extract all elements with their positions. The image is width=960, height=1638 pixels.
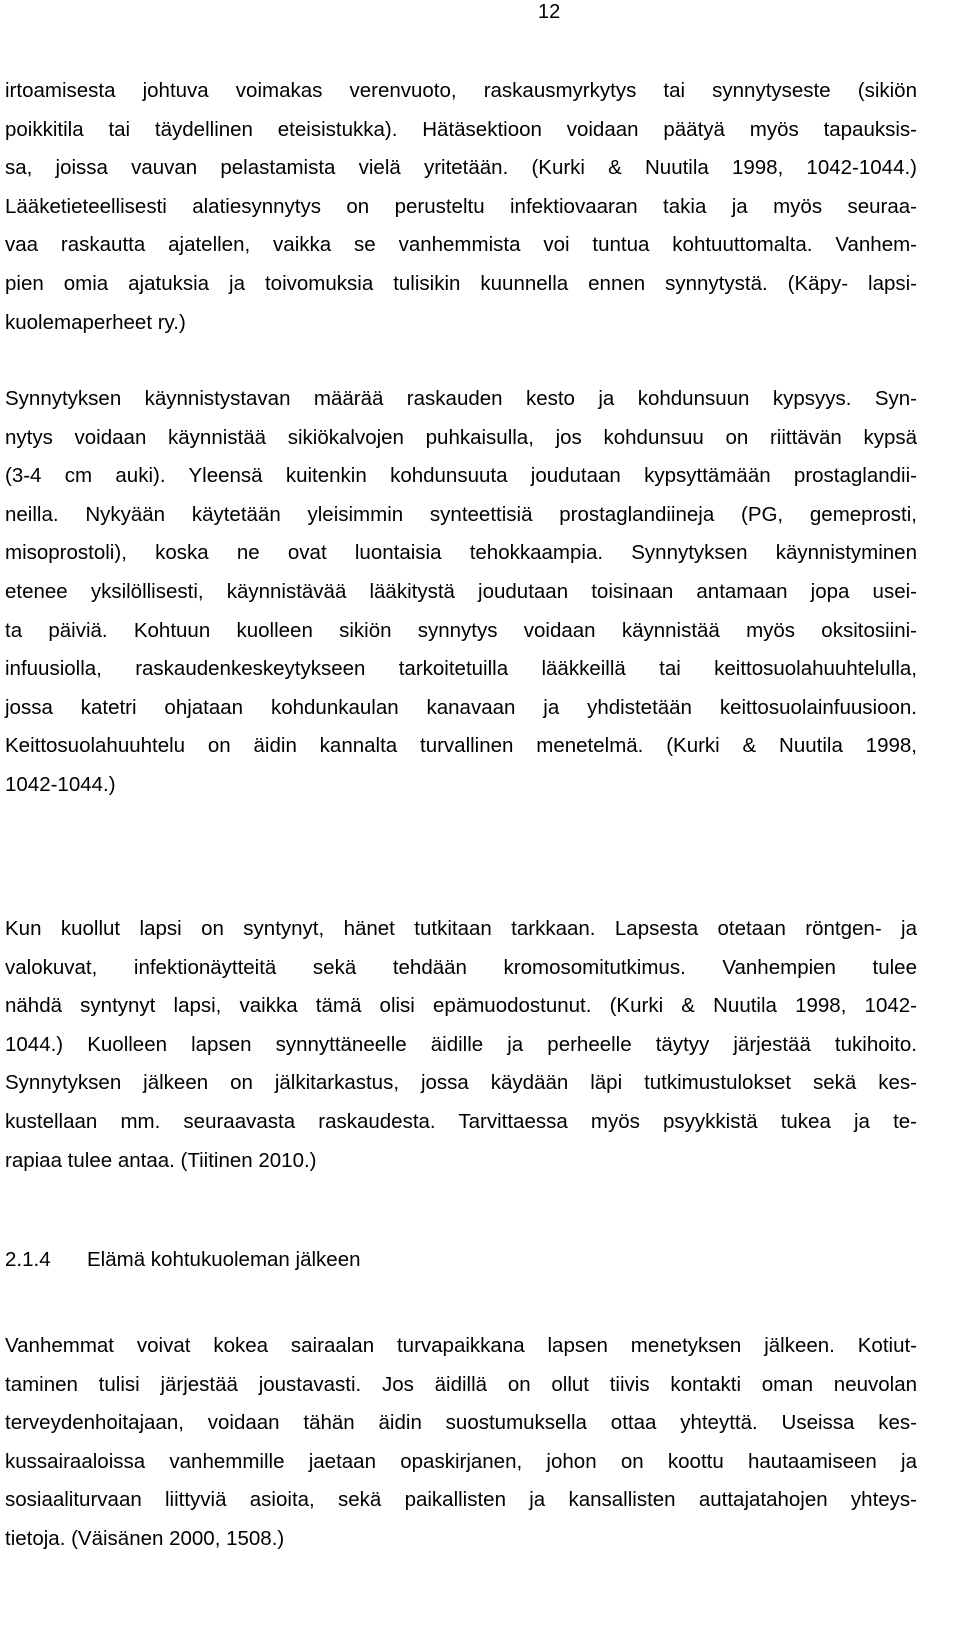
text-line: kuolemaperheet ry.) (5, 310, 186, 334)
section-title: Elämä kohtukuoleman jälkeen (87, 1248, 361, 1271)
text-line: nähdä syntynyt lapsi, vaikka tämä olisi epämuodostunut. (Kurki & Nuutila 1998, 1042- (5, 994, 917, 1018)
text-line: Synnytyksen jälkeen on jälkitarkastus, jossa käydään läpi tutkimustulokset sekä kes- (5, 1071, 917, 1095)
text-line: (3-4 cm auki). Yleensä kuitenkin kohdunsuuta joudutaan kypsyttämään prostaglandii- (5, 464, 917, 488)
text-line: jossa katetri ohjataan kohdunkaulan kanavaan ja yhdistetään keittosuolainfuusioon. (5, 695, 917, 719)
text-line: etenee yksilöllisesti, käynnistävää lääkitystä joudutaan toisinaan antamaan jopa usei- (5, 579, 917, 603)
paragraph-2 (5, 380, 917, 805)
text-line: kussairaaloissa vanhemmille jaetaan opaskirjanen, johon on koottu hautaamiseen ja (5, 1449, 917, 1473)
text-line: vaa raskautta ajatellen, vaikka se vanhemmista voi tuntua kohtuuttomalta. Vanhem- (5, 233, 917, 257)
text-line: irtoamisesta johtuva voimakas verenvuoto, raskausmyrkytys tai synnytyseste (sikiön (5, 79, 917, 102)
text-line: valokuvat, infektionäytteitä sekä tehdään kromosomitutkimus. Vanhempien tulee (5, 955, 917, 979)
text-line: 1042-1044.) (5, 772, 116, 796)
section-number: 2.1.4 (5, 1248, 51, 1271)
text-line: misoprostoli), koska ne ovat luontaisia tehokkaampia. Synnytyksen käynnistyminen (5, 541, 917, 565)
text-line: neilla. Nykyään käytetään yleisimmin synteettisiä prostaglandiineja (PG, gemeprosti, (5, 502, 917, 526)
text-line: 1044.) Kuolleen lapsen synnyttäneelle äidille ja perheelle täytyy järjestää tukihoito. (5, 1032, 917, 1056)
page-number: 12 (538, 1, 561, 23)
section-heading (5, 1241, 361, 1279)
paragraph-3 (5, 910, 917, 1180)
text-line: Lääketieteellisesti alatiesynnytys on perusteltu infektiovaaran takia ja myös seuraa- (5, 194, 917, 218)
text-line: Vanhemmat voivat kokea sairaalan turvapaikkana lapsen menetyksen jälkeen. Kotiut- (5, 1334, 917, 1357)
paragraph-1 (5, 72, 917, 342)
text-line: tietoja. (Väisänen 2000, 1508.) (5, 1526, 285, 1550)
text-line: terveydenhoitajaan, voidaan tähän äidin suostumuksella ottaa yhteyttä. Useissa kes- (5, 1411, 917, 1435)
text-line: Keittosuolahuuhtelu on äidin kannalta turvallinen menetelmä. (Kurki & Nuutila 1998, (5, 734, 917, 758)
text-line: sosiaaliturvaan liittyviä asioita, sekä paikallisten ja kansallisten auttajatahojen yhteys- (5, 1488, 917, 1512)
text-line: pien omia ajatuksia ja toivomuksia tulisikin kuunnella ennen synnytystä. (Käpy- lapsi- (5, 271, 917, 295)
text-line: nytys voidaan käynnistää sikiökalvojen puhkaisulla, jos kohdunsuu on riittävän kypsä (5, 425, 917, 449)
text-line: kustellaan mm. seuraavasta raskaudesta. Tarvittaessa myös psyykkistä tukea ja te- (5, 1109, 917, 1133)
text-line: sa, joissa vauvan pelastamista vielä yritetään. (Kurki & Nuutila 1998, 1042-1044.) (5, 156, 917, 180)
text-line: infuusiolla, raskaudenkeskeytykseen tarkoitetuilla lääkkeillä tai keittosuolahuuhtelulla, (5, 657, 917, 681)
text-line: Kun kuollut lapsi on syntynyt, hänet tutkitaan tarkkaan. Lapsesta otetaan röntgen- ja (5, 917, 917, 940)
paragraph-4 (5, 1327, 917, 1559)
text-line: poikkitila tai täydellinen eteisistukka). Hätäsektioon voidaan päätyä myös tapauksis- (5, 117, 917, 141)
text-line: Synnytyksen käynnistystavan määrää raskauden kesto ja kohdunsuun kypsyys. Syn- (5, 387, 917, 410)
text-line: ta päiviä. Kohtuun kuolleen sikiön synnytys voidaan käynnistää myös oksitosiini- (5, 618, 917, 642)
text-line: taminen tulisi järjestää joustavasti. Jos äidillä on ollut tiivis kontakti oman neuvolan (5, 1372, 917, 1396)
text-line: rapiaa tulee antaa. (Tiitinen 2010.) (5, 1148, 317, 1172)
